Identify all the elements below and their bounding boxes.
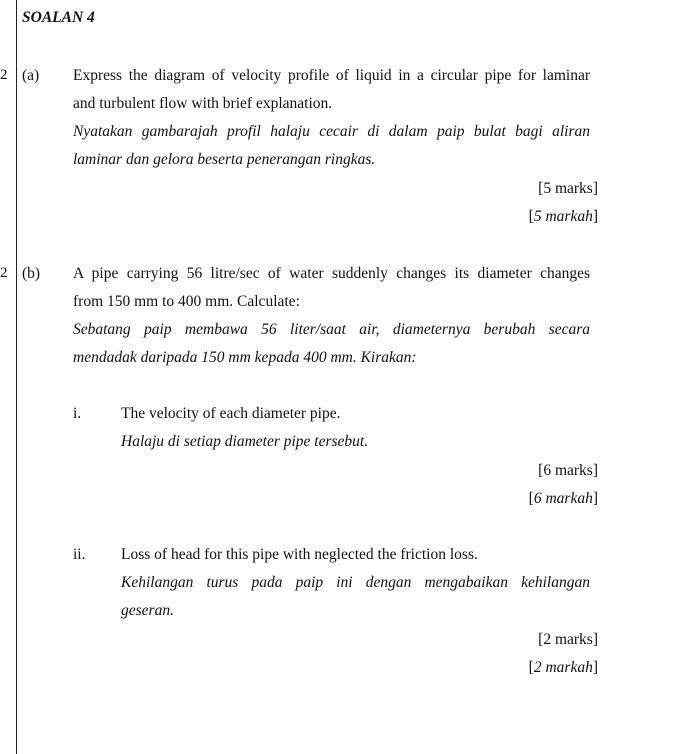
bracket-close: ]	[592, 659, 598, 676]
sub-ii-english: Loss of head for this pipe with neglected the friction loss.	[121, 546, 478, 563]
marks-value: 5 markah	[533, 208, 593, 225]
part-a-marks-english: [5 marks]	[538, 180, 598, 197]
bracket-open: [	[528, 208, 534, 225]
sub-ii-marks-malay	[529, 658, 598, 678]
marks-value: 2 markah	[533, 659, 593, 676]
sub-i-malay: Halaju di setiap diameter pipe tersebut.	[121, 433, 369, 450]
sub-ii-marks-english: [2 marks]	[538, 631, 598, 648]
part-a-label: (a)	[22, 67, 40, 84]
part-b-malay-line-1: Sebatang paip membawa 56 liter/saat air, diameternya berubah secara	[73, 321, 590, 338]
bracket-close: ]	[592, 208, 598, 225]
bracket-close: ]	[592, 490, 598, 507]
part-a-malay-line-1: Nyatakan gambarajah profil halaju cecair di dalam paip bulat bagi aliran	[73, 123, 590, 140]
part-a-marks-malay	[529, 207, 598, 227]
sub-i-marks-english: [6 marks]	[538, 462, 598, 479]
sub-i-english: The velocity of each diameter pipe.	[121, 405, 341, 422]
left-margin-rule	[16, 0, 17, 754]
question-heading: SOALAN 4	[22, 9, 95, 26]
part-b-malay-line-2: mendadak daripada 150 mm kepada 400 mm. Kirakan:	[73, 349, 417, 366]
part-a-english-line-1: Express the diagram of velocity profile of liquid in a circular pipe for laminar	[73, 67, 590, 84]
part-b-english-line-2: from 150 mm to 400 mm. Calculate:	[73, 293, 300, 310]
part-b-english-line-1: A pipe carrying 56 litre/sec of water suddenly changes its diameter changes	[73, 265, 590, 282]
sub-ii-label: ii.	[73, 546, 86, 563]
sub-ii-malay-line-1: Kehilangan turus pada paip ini dengan mengabaikan kehilangan	[121, 574, 590, 591]
part-a-english-line-2: and turbulent flow with brief explanation.	[73, 95, 333, 112]
bracket-open: [	[528, 490, 534, 507]
bracket-open: [	[528, 659, 534, 676]
sub-i-marks-malay	[529, 489, 598, 509]
part-b-label: (b)	[22, 265, 41, 282]
part-a-malay-line-2: laminar dan gelora beserta penerangan ringkas.	[73, 151, 376, 168]
marks-value: 6 markah	[533, 490, 593, 507]
margin-number-stub: 2	[0, 265, 8, 281]
sub-ii-malay-line-2: geseran.	[121, 602, 174, 619]
margin-number-stub: 2	[0, 67, 8, 83]
sub-i-label: i.	[73, 405, 82, 422]
